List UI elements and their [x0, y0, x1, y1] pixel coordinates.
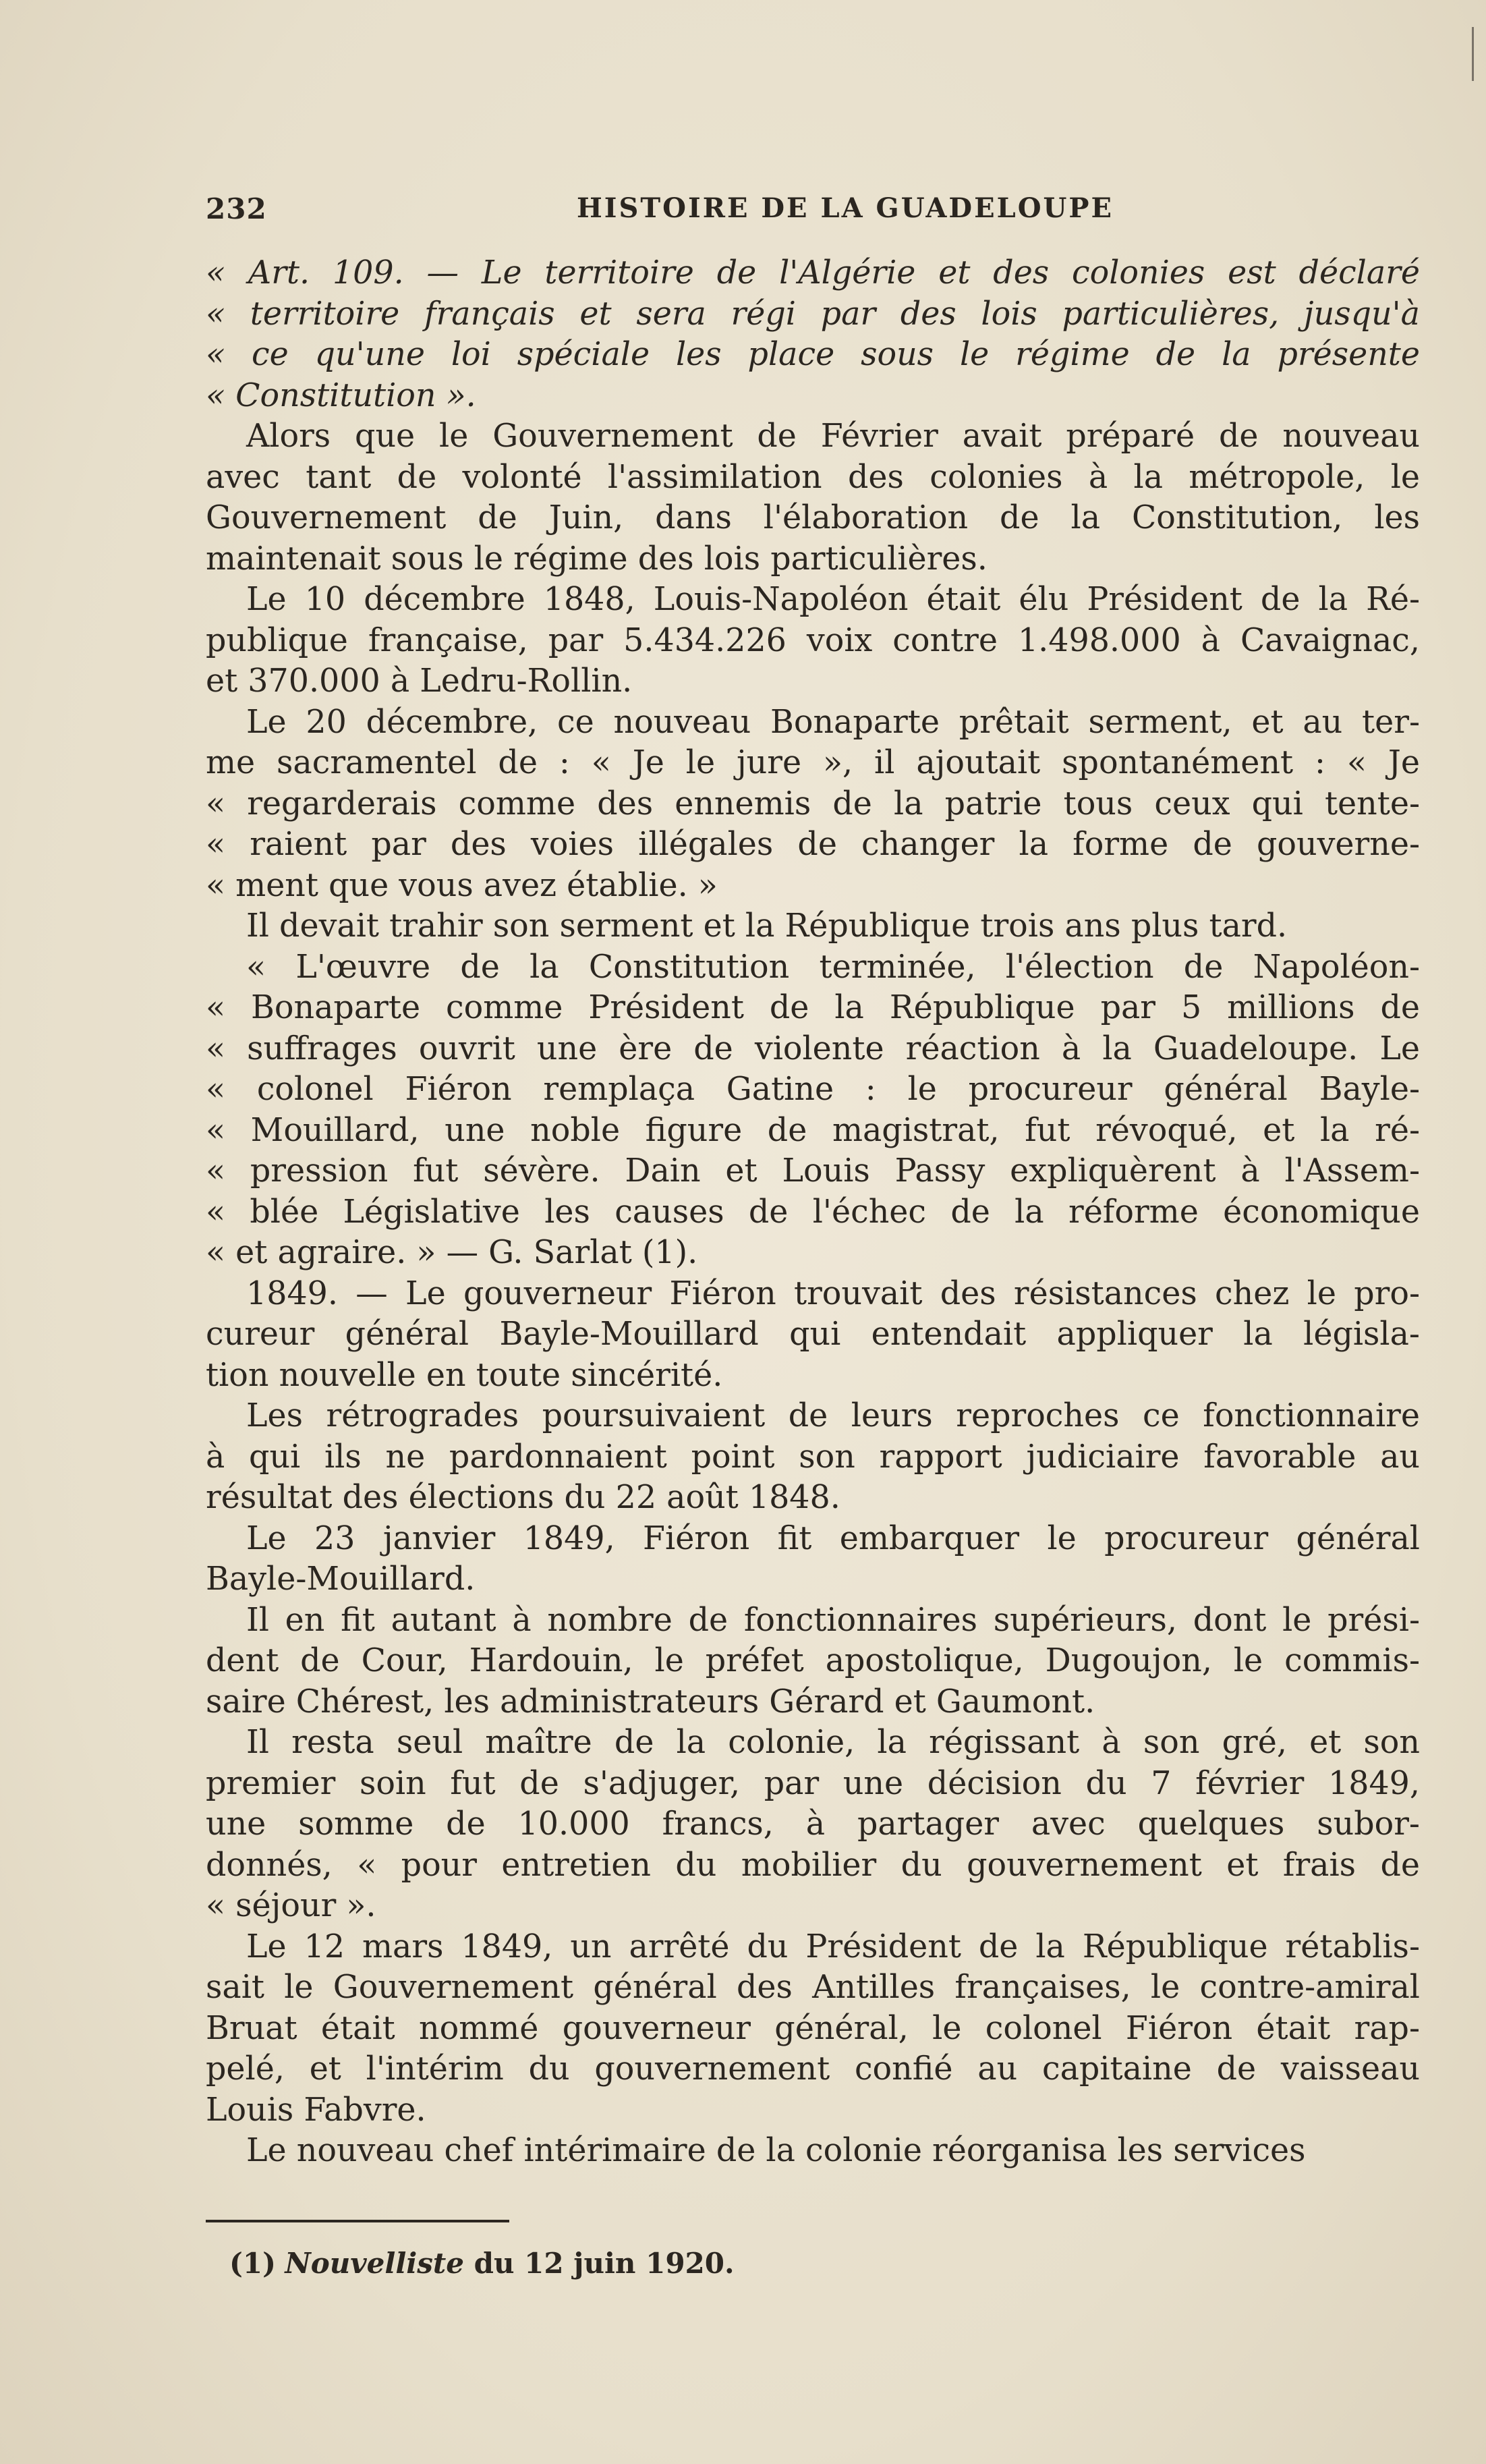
- paragraph: [206, 1396, 1420, 1519]
- text-line: publique française, par 5.434.226 voix contre 1.498.000 à Cavaignac,: [206, 621, 1420, 659]
- text-line: « Bonaparte comme Président de la République par 5 millions de: [206, 989, 1420, 1026]
- paragraph: [206, 253, 1420, 416]
- text-line: « ce qu'une loi spéciale les place sous le régime de la présente: [206, 336, 1420, 373]
- margin-mark: [1472, 27, 1474, 81]
- paragraph: [206, 947, 1420, 1274]
- paragraph: [206, 2131, 1420, 2172]
- text-line: et 370.000 à Ledru-Rollin.: [206, 663, 633, 700]
- text-line: résultat des élections du 22 août 1848.: [206, 1479, 840, 1516]
- text-line: maintenait sous le régime des lois particulières.: [206, 540, 988, 578]
- text-line: Il en fit autant à nombre de fonctionnaires supérieurs, dont le prési-: [246, 1601, 1420, 1639]
- footnote: [229, 2247, 735, 2280]
- text-line: « Art. 109. — Le territoire de l'Algérie et des colonies est déclaré: [206, 254, 1420, 291]
- text-line: « blée Législative les causes de l'échec de la réforme économique: [206, 1193, 1420, 1231]
- paragraph: [206, 416, 1420, 580]
- text-line: Gouvernement de Juin, dans l'élaboration de la Constitution, les: [206, 499, 1420, 536]
- paragraph: [206, 580, 1420, 702]
- footnote-number: (1): [229, 2247, 276, 2280]
- text-line: une somme de 10.000 francs, à partager avec quelques subor-: [206, 1805, 1420, 1843]
- text-line: « Mouillard, une noble figure de magistrat, fut révoqué, et la ré-: [206, 1111, 1420, 1149]
- body-text: [206, 253, 1420, 2172]
- paragraph: [206, 906, 1420, 947]
- paragraph: [206, 1274, 1420, 1397]
- text-line: tion nouvelle en toute sincérité.: [206, 1356, 723, 1394]
- text-line: « regarderais comme des ennemis de la patrie tous ceux qui tente-: [206, 785, 1420, 822]
- text-line: Bruat était nommé gouverneur général, le colonel Fiéron était rap-: [206, 2009, 1420, 2047]
- footnote-source-title: Nouvelliste: [285, 2247, 465, 2280]
- text-line: sait le Gouvernement général des Antilles françaises, le contre-amiral: [206, 1969, 1420, 2006]
- text-line: « ment que vous avez établie. »: [206, 866, 718, 904]
- text-line: Il resta seul maître de la colonie, la régissant à son gré, et son: [246, 1724, 1420, 1761]
- text-line: « et agraire. » — G. Sarlat (1).: [206, 1234, 698, 1271]
- page-header: [206, 192, 1427, 233]
- text-line: à qui ils ne pardonnaient point son rapport judiciaire favorable au: [206, 1438, 1420, 1476]
- footnote-source-date: du 12 juin 1920.: [464, 2247, 735, 2280]
- text-line: Le nouveau chef intérimaire de la colonie réorganisa les services: [246, 2132, 1306, 2169]
- text-line: Il devait trahir son serment et la République trois ans plus tard.: [246, 907, 1288, 945]
- text-line: avec tant de volonté l'assimilation des colonies à la métropole, le: [206, 458, 1420, 496]
- text-line: « colonel Fiéron remplaça Gatine : le procureur général Bayle-: [206, 1071, 1420, 1108]
- paragraph: [206, 1519, 1420, 1600]
- paragraph: [206, 1600, 1420, 1723]
- text-line: dent de Cour, Hardouin, le préfet apostolique, Dugoujon, le commis-: [206, 1642, 1420, 1679]
- text-line: me sacramentel de : « Je le jure », il ajoutait spontanément : « Je: [206, 744, 1420, 781]
- text-line: Le 23 janvier 1849, Fiéron fit embarquer le procureur général: [246, 1519, 1420, 1557]
- text-line: Bayle-Mouillard.: [206, 1561, 476, 1598]
- footnote-divider: [206, 2220, 509, 2222]
- text-line: cureur général Bayle-Mouillard qui entendait appliquer la législa-: [206, 1316, 1420, 1353]
- paragraph: [206, 1927, 1420, 2131]
- text-line: « pression fut sévère. Dain et Louis Passy expliquèrent à l'Assem-: [206, 1152, 1420, 1189]
- text-line: Le 20 décembre, ce nouveau Bonaparte prêtait serment, et au ter-: [246, 703, 1420, 741]
- text-line: Le 12 mars 1849, un arrêté du Président de la République rétablis-: [246, 1928, 1420, 1965]
- text-line: « suffrages ouvrit une ère de violente réaction à la Guadeloupe. Le: [206, 1030, 1420, 1067]
- text-line: pelé, et l'intérim du gouvernement confié au capitaine de vaisseau: [206, 2050, 1420, 2088]
- text-line: « raient par des voies illégales de changer la forme de gouverne-: [206, 826, 1420, 863]
- text-line: premier soin fut de s'adjuger, par une décision du 7 février 1849,: [206, 1764, 1420, 1802]
- text-line: « Constitution ».: [206, 376, 476, 414]
- text-line: 1849. — Le gouverneur Fiéron trouvait des résistances chez le pro-: [246, 1275, 1420, 1312]
- text-line: « séjour ».: [206, 1887, 376, 1924]
- running-title: HISTOIRE DE LA GUADELOUPE: [577, 192, 1114, 224]
- paragraph: [206, 702, 1420, 907]
- paragraph: [206, 1723, 1420, 1927]
- text-line: donnés, « pour entretien du mobilier du gouvernement et frais de: [206, 1846, 1420, 1884]
- text-line: saire Chérest, les administrateurs Gérard et Gaumont.: [206, 1683, 1095, 1720]
- page-number: 232: [206, 192, 267, 225]
- text-line: Le 10 décembre 1848, Louis-Napoléon était élu Président de la Ré-: [246, 581, 1420, 618]
- text-line: Louis Fabvre.: [206, 2091, 426, 2129]
- text-line: « L'œuvre de la Constitution terminée, l'élection de Napoléon-: [246, 948, 1420, 986]
- text-line: Les rétrogrades poursuivaient de leurs reproches ce fonctionnaire: [246, 1397, 1420, 1434]
- text-line: « territoire français et sera régi par des lois particulières, jusqu'à: [206, 295, 1420, 333]
- text-line: Alors que le Gouvernement de Février avait préparé de nouveau: [246, 418, 1420, 455]
